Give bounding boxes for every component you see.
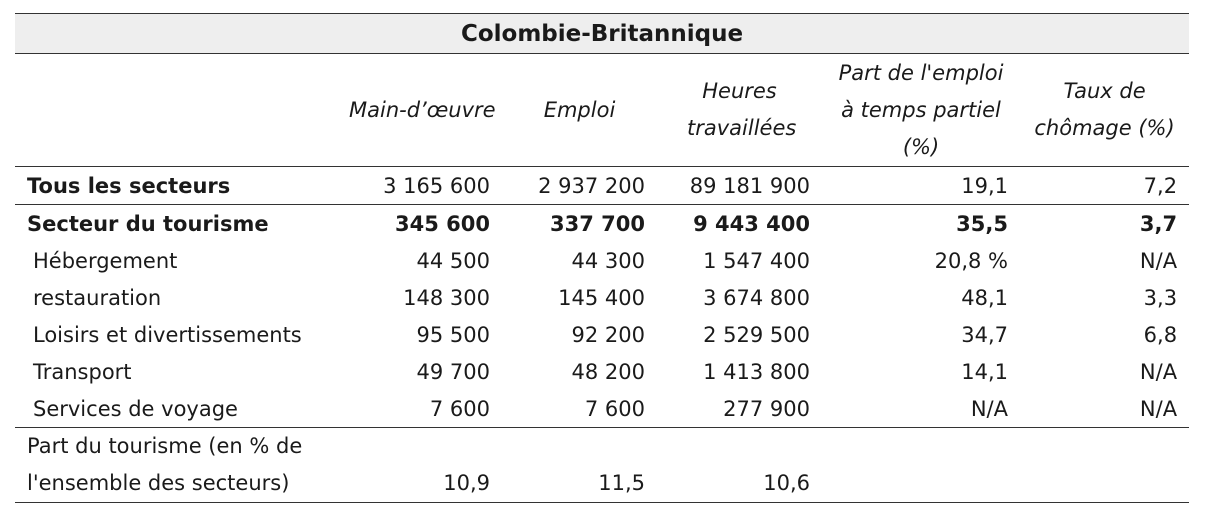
col-header-unemployment-rate: Taux de chômage (%) [1020, 54, 1189, 167]
column-header-row [15, 54, 1189, 167]
row-label: Tous les secteurs [15, 167, 337, 205]
row-label: Services de voyage [33, 396, 238, 421]
col-header-hours-worked: Heures travaillées [657, 54, 822, 167]
table-row [15, 167, 1189, 205]
cell-hours-worked: 1 547 400 [703, 248, 810, 273]
tourism-share-row [15, 428, 1189, 503]
cell-part-time-share: 35,5 [956, 211, 1008, 236]
cell-unemployment-rate: N/A [1139, 396, 1178, 421]
cell-unemployment-rate: 3,7 [1139, 211, 1178, 236]
cell-part-time-share: 34,7 [961, 322, 1008, 347]
cell-unemployment-rate: N/A [1139, 248, 1178, 273]
cell-labour-force: 345 600 [395, 211, 490, 236]
cell-hours-worked: 3 674 800 [703, 285, 810, 310]
cell-employment: 92 200 [571, 322, 645, 347]
cell-labour-force: 44 500 [416, 248, 490, 273]
cell-employment: 48 200 [571, 359, 645, 384]
row-label: Transport [33, 359, 132, 384]
cell-hours-worked: 2 529 500 [703, 322, 810, 347]
cell-hours-worked: 1 413 800 [703, 359, 810, 384]
col-header-part-time-share: Part de l'emploi à temps partiel (%) [822, 54, 1020, 167]
cell-labour-force: 49 700 [416, 359, 490, 384]
cell-unemployment-rate [1020, 428, 1189, 503]
cell-part-time-share: 48,1 [961, 285, 1008, 310]
cell-employment: 44 300 [571, 248, 645, 273]
cell-part-time-share: N/A [970, 396, 1008, 421]
cell-part-time-share: 19,1 [822, 167, 1020, 205]
row-label: Hébergement [33, 248, 178, 273]
table-row [15, 205, 1189, 243]
cell-unemployment-rate: 6,8 [1143, 322, 1178, 347]
row-label-header [15, 54, 337, 167]
cell-hours-worked: 10,6 [657, 428, 822, 503]
cell-employment: 337 700 [550, 211, 645, 236]
row-label: Secteur du tourisme [27, 211, 269, 236]
row-label: Part du tourisme (en % de l'ensemble des secteurs) [15, 428, 337, 503]
cell-employment: 7 600 [584, 396, 645, 421]
cell-part-time-share: 14,1 [961, 359, 1008, 384]
cell-employment: 11,5 [502, 428, 657, 503]
cell-employment: 2 937 200 [502, 167, 657, 205]
table-row [15, 242, 1189, 279]
cell-unemployment-rate: 7,2 [1020, 167, 1189, 205]
cell-part-time-share [822, 428, 1020, 503]
cell-unemployment-rate: 3,3 [1143, 285, 1178, 310]
col-header-employment: Emploi [502, 54, 657, 167]
table-row [15, 390, 1189, 428]
cell-employment: 145 400 [558, 285, 645, 310]
table-title-row [15, 14, 1189, 54]
table-title: Colombie-Britannique [15, 14, 1189, 54]
cell-labour-force: 3 165 600 [337, 167, 502, 205]
cell-labour-force: 10,9 [337, 428, 502, 503]
cell-labour-force: 95 500 [416, 322, 490, 347]
row-label: Loisirs et divertissements [33, 322, 302, 347]
table-row [15, 353, 1189, 390]
cell-labour-force: 148 300 [403, 285, 490, 310]
cell-hours-worked: 89 181 900 [657, 167, 822, 205]
row-label: restauration [33, 285, 162, 310]
table-row [15, 316, 1189, 353]
cell-part-time-share: 20,8 % [934, 248, 1008, 273]
tourism-employment-table [15, 13, 1189, 503]
cell-hours-worked: 9 443 400 [693, 211, 810, 236]
cell-hours-worked: 277 900 [723, 396, 810, 421]
cell-labour-force: 7 600 [429, 396, 490, 421]
cell-unemployment-rate: N/A [1139, 359, 1178, 384]
table-row [15, 279, 1189, 316]
col-header-labour-force: Main-d’œuvre [337, 54, 502, 167]
